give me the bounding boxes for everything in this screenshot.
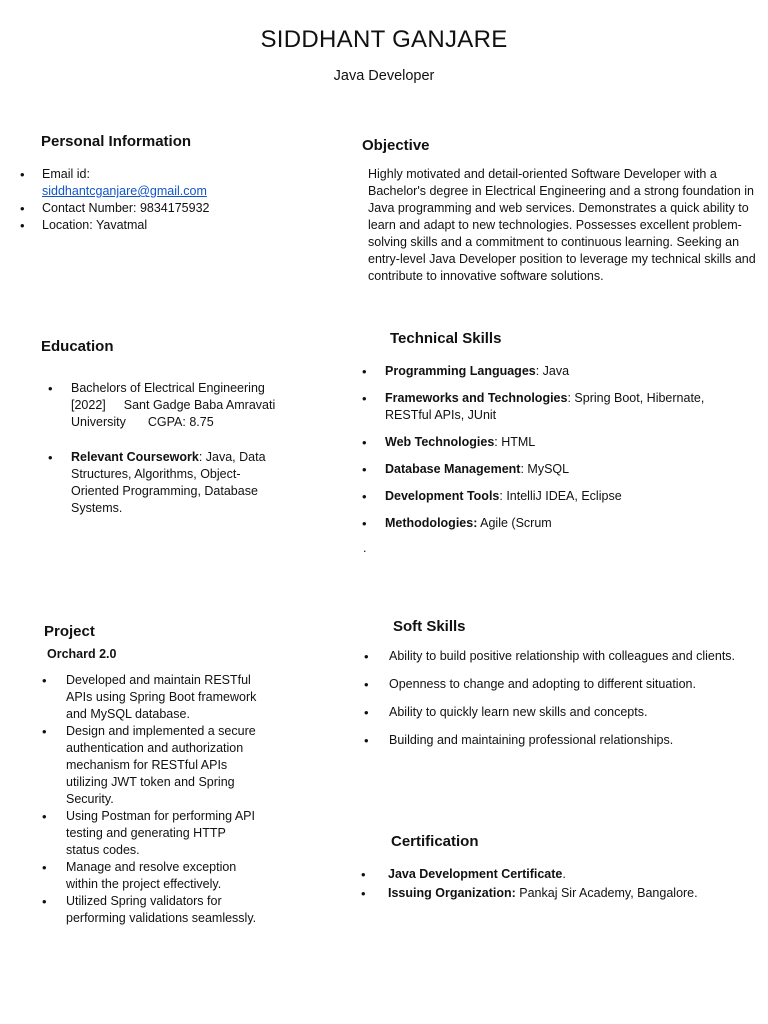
list-item [362,390,742,424]
project-name: Orchard 2.0 [47,647,117,661]
skill-label: Web Technologies [385,435,495,449]
coursework-label: Relevant Coursework [71,450,199,464]
list-item: • Ability to quickly learn new skills and concepts. [364,704,764,721]
technical-skills-list [362,363,742,542]
email-link[interactable]: siddhantcganjare@gmail.com [42,184,207,198]
soft-skills-heading: Soft Skills [393,618,466,635]
resume-name: SIDDHANT GANJARE [260,26,508,53]
list-item: • Location: Yavatmal [20,217,250,234]
skill-value: : IntelliJ IDEA, Eclipse [499,489,622,503]
skill-value: : Spring Boot, Hibernate, RESTful APIs, JUnit [385,391,705,422]
list-item: • Design and implemented a secure authentication and authorization mechanism for RESTful APIs utilizing JWT token and Spring Security. [42,723,260,808]
skill-label: Methodologies: [385,516,478,530]
education-list [48,380,288,535]
cgpa: CGPA: 8.75 [147,415,214,429]
personal-info-heading: Personal Information [41,133,192,150]
project-list [42,672,260,927]
list-item: • Using Postman for performing API testing and generating HTTP status codes. [42,808,260,859]
list-item [48,449,288,517]
list-item: • Manage and resolve exception within the project effectively. [42,859,260,893]
certification-label: Issuing Organization: [388,886,516,900]
email-label: Email id: [42,167,90,181]
project-heading: Project [44,623,95,640]
university: Sant Gadge Baba Amravati University [71,398,276,429]
certification-value: . [562,867,566,881]
list-item: • Developed and maintain RESTful APIs using Spring Boot framework and MySQL database. [42,672,260,723]
skill-value: : HTML [494,435,536,449]
skill-label: Programming Languages [385,364,536,378]
list-item [362,515,742,532]
certification-list [361,866,761,904]
skill-label: Development Tools [385,489,500,503]
education-heading: Education [41,338,114,355]
list-item [48,380,288,431]
list-item: • Building and maintaining professional relationships. [364,732,764,749]
list-item: • Utilized Spring validators for performing validations seamlessly. [42,893,260,927]
degree: Bachelors of Electrical Engineering [71,381,265,395]
skill-value: : Java [535,364,570,378]
soft-skills-list [364,648,764,760]
list-item [361,866,761,883]
certification-label: Java Development Certificate [388,867,563,881]
objective-text: Highly motivated and detail-oriented Software Developer with a Bachelor's degree in Electrical Engineering and a strong foundation in Java programming and web services. Demonstrates a quick ability to learn and adapt to new technologies. Possesses excellent problem-solving skills and a commitment to continuous learning. Seeking an entry-level Java Developer position to leverage my technical skills and contribute to innovative software solutions. [368,167,756,283]
list-item [362,488,742,505]
skill-label: Frameworks and Technologies [385,391,568,405]
coursework-value: : Java, Data Structures, Algorithms, Object-Oriented Programming, Database Systems. [71,450,266,515]
list-item: • Openness to change and adopting to different situation. [364,676,764,693]
technical-skills-heading: Technical Skills [390,330,502,347]
list-item [362,434,742,451]
degree-year: [2022] [71,398,106,412]
trailing-period: . [363,541,367,555]
list-item: • Ability to build positive relationship with colleagues and clients. [364,648,764,665]
personal-info-list [20,166,250,234]
certification-heading: Certification [391,833,479,850]
certification-value: Pankaj Sir Academy, Bangalore. [515,886,698,900]
list-item [361,885,761,902]
list-item [362,363,742,380]
list-item [362,461,742,478]
skill-label: Database Management [385,462,521,476]
skill-value: : MySQL [520,462,570,476]
objective-heading: Objective [362,137,430,154]
skill-value: Agile (Scrum [477,516,552,530]
resume-role: Java Developer [333,68,435,84]
list-item [20,166,250,200]
list-item: • Contact Number: 9834175932 [20,200,250,217]
